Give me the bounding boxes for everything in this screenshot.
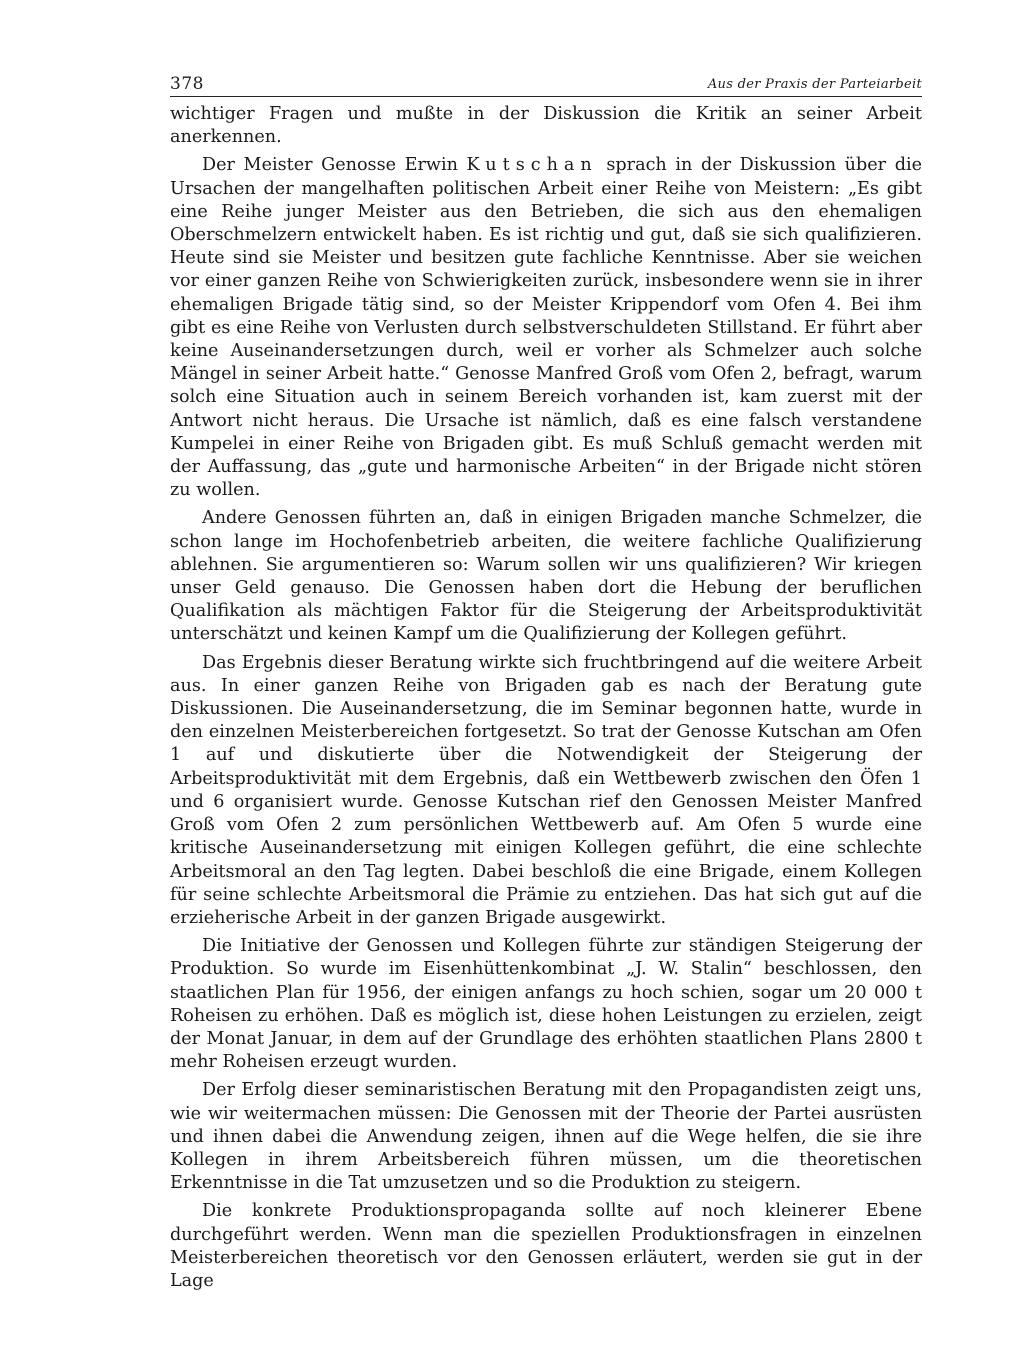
paragraph-7: Die konkrete Produktionspropaganda sollte auf noch kleinerer Ebene durchgeführt werden. Wenn man die speziellen Produktionsfragen in einzelnen Meisterbereichen theoretisch vor den Genossen erläutert, werden sie gut in der Lage xyxy=(170,1201,922,1291)
paragraph-3: Andere Genossen führten an, daß in einigen Brigaden manche Schmelzer, die schon lange im Hochofenbetrieb arbeiten, die weitere fachliche Qualifizierung ablehnen. Sie argumentieren so: Warum sollen wir uns qualifizieren? Wir kriegen unser Geld genauso. Die Genossen haben dort die Hebung der beruflichen Qualifikation als mächtigen Faktor für die Steigerung der Arbeitsproduktivität unterschätzt und keinen Kampf um die Qualifizierung der Kollegen geführt. xyxy=(170,508,922,645)
running-head: Aus der Praxis der Parteiarbeit xyxy=(707,77,922,92)
page-number: 378 xyxy=(170,74,204,94)
document-page xyxy=(170,72,922,1298)
paragraph-1: wichtiger Fragen und mußte in der Diskussion die Kritik an seiner Arbeit anerkennen. xyxy=(170,104,922,148)
paragraph-2-intro: Der Meister Genosse Erwin xyxy=(202,155,467,176)
body-text xyxy=(170,103,922,1293)
paragraph-2-rest: sprach in der Diskussion über die Ursachen der mangelhaften politischen Arbeit einer Reihe von Meistern: „Es gibt eine Reihe junger Meister aus den Betrieben, die sich aus den ehemaligen Oberschmelzern entwickelt haben. Es ist richtig und gut, daß sie sich qualifizieren. Heute sind sie Meister und besitzen gute fachliche Kenntnisse. Aber sie weichen vor einer ganzen Reihe von Schwierigkeiten zurück, insbesondere wenn sie in ihrer ehemaligen Brigade tätig sind, so der Meister Krippendorf vom Ofen 4. Bei ihm gibt es eine Reihe von Verlusten durch selbstverschuldeten Stillstand. Er führt aber keine Auseinandersetzungen durch, weil er vorher als Schmelzer auch solche Mängel in seiner Arbeit hatte.“ Genosse Manfred Groß vom Ofen 2, befragt, warum solch eine Situation auch in seinem Bereich vorhanden ist, kam zuerst mit der Antwort nicht heraus. Die Ursache ist nämlich, daß es eine falsch verstandene Kumpelei in einer Reihe von Brigaden gibt. Es muß Schluß gemacht werden mit der Auffassung, das „gute und harmonische Arbeiten“ in der Brigade nicht stören zu wollen. xyxy=(170,155,922,501)
paragraph-6: Der Erfolg dieser seminaristischen Beratung mit den Propagandisten zeigt uns, wie wir weitermachen müssen: Die Genossen mit der Theorie der Partei ausrüsten und ihnen dabei die Anwendung zeigen, ihnen auf die Wege helfen, die sie ihre Kollegen in ihrem Arbeitsbereich führen müssen, um die theoretischen Erkenntnisse in die Tat umzusetzen und so die Produktion zu steigern. xyxy=(170,1080,922,1194)
page-header xyxy=(170,72,922,97)
paragraph-2 xyxy=(170,154,922,502)
paragraph-5: Die Initiative der Genossen und Kollegen führte zur ständigen Steigerung der Produktion. So wurde im Eisenhüttenkombinat „J. W. Stalin“ beschlossen, den staatlichen Plan für 1956, der einigen anfangs zu hoch schien, sogar um 20 000 t Roheisen zu erhöhen. Daß es möglich ist, diese hohen Leistungen zu erzielen, zeigt der Monat Januar, in dem auf der Grundlage des erhöhten staatlichen Plans 2800 t mehr Roheisen erzeugt wurden. xyxy=(170,936,922,1073)
name-kutschan: Kutschan xyxy=(466,155,598,176)
paragraph-4: Das Ergebnis dieser Beratung wirkte sich fruchtbringend auf die weitere Arbeit aus. In einer ganzen Reihe von Brigaden gab es nach der Beratung gute Diskussionen. Die Auseinandersetzung, die im Seminar begonnen hatte, wurde in den einzelnen Meisterbereichen fortgesetzt. So trat der Genosse Kutschan am Ofen 1 auf und diskutierte über die Notwendigkeit der Steigerung der Arbeitsproduktivität mit dem Ergebnis, daß ein Wettbewerb zwischen den Öfen 1 und 6 organisiert wurde. Genosse Kutschan rief den Genossen Meister Manfred Groß vom Ofen 2 zum persönlichen Wettbewerb auf. Am Ofen 5 wurde eine kritische Auseinandersetzung mit einigen Kollegen geführt, die eine schlechte Arbeitsmoral an den Tag legten. Dabei beschloß die eine Brigade, einem Kollegen für seine schlechte Arbeitsmoral die Prämie zu entziehen. Das hat sich gut auf die erzieherische Arbeit in der ganzen Brigade ausgewirkt. xyxy=(170,652,922,928)
